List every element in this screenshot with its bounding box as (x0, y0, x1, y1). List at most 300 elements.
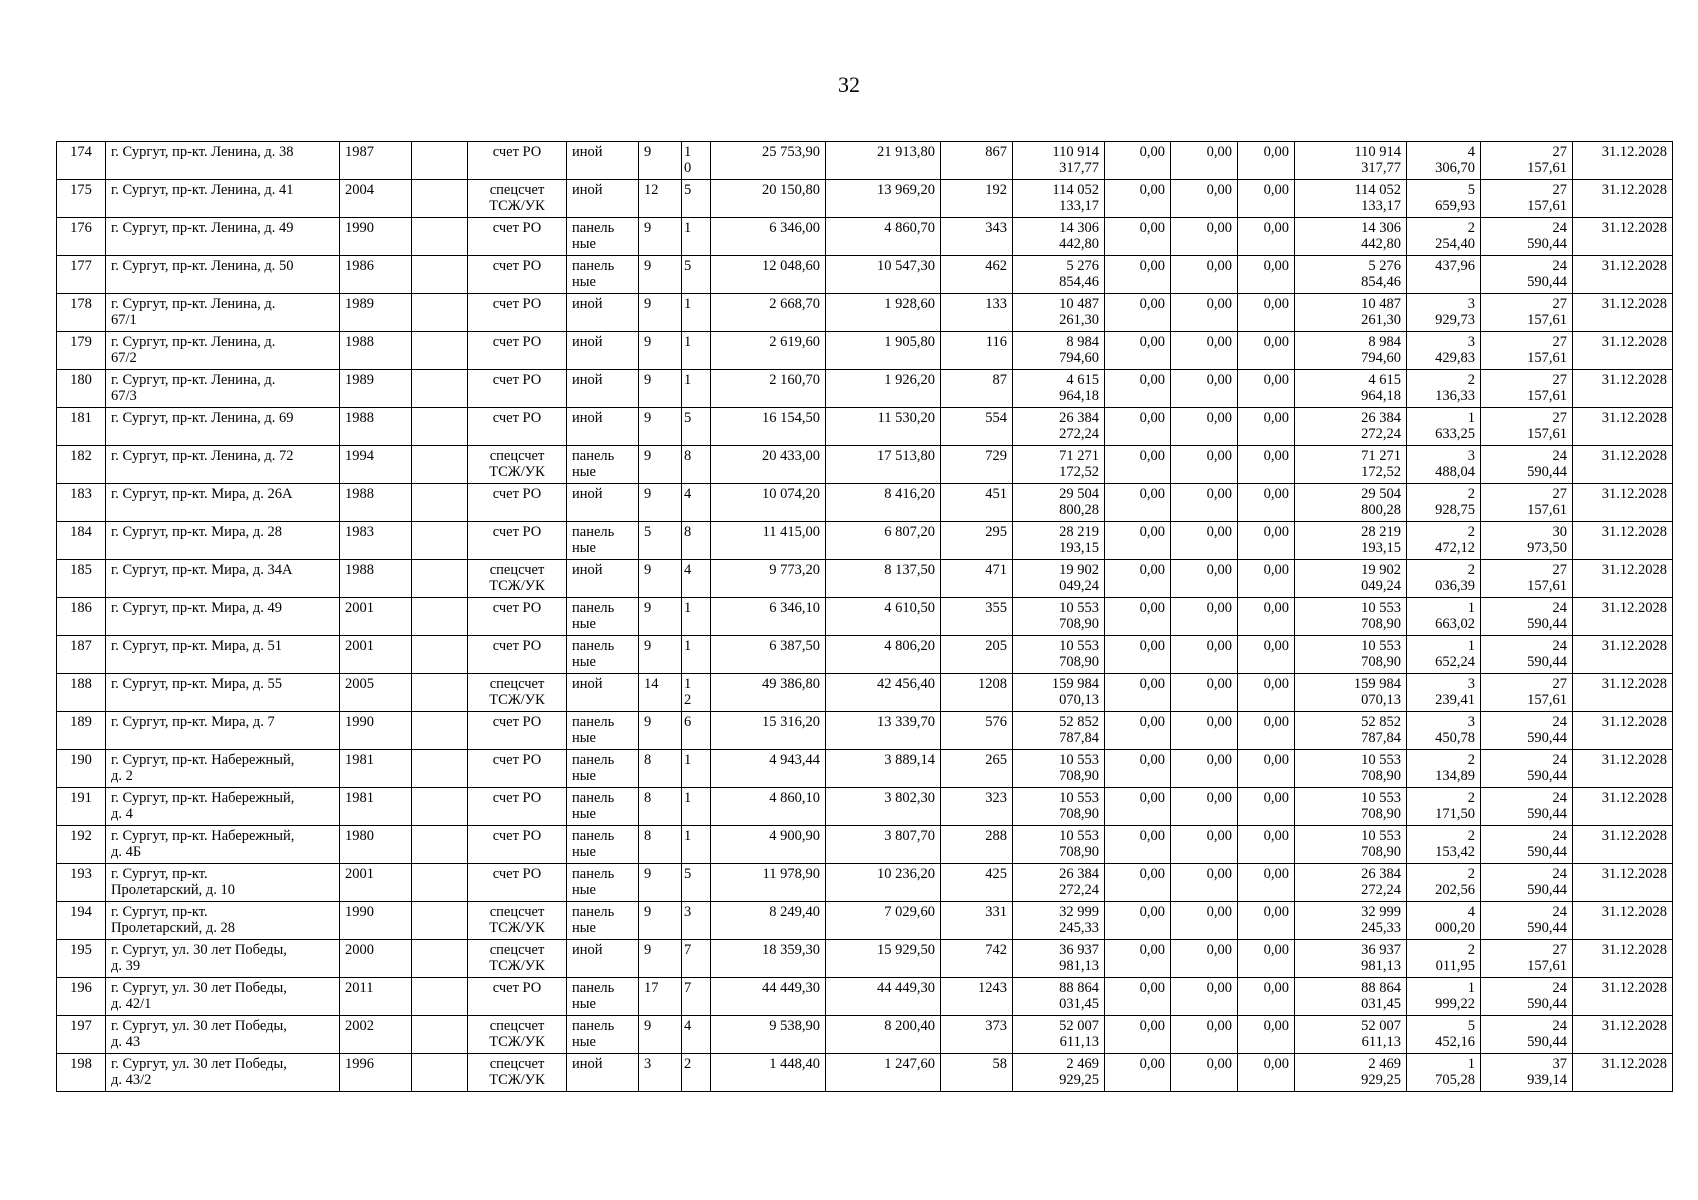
cell-text: 27 157,61 (1527, 942, 1567, 974)
cell-text: 24 590,44 (1527, 600, 1567, 632)
cell-c12 (1105, 598, 1171, 636)
cell-text: 9 (644, 638, 652, 654)
cell-account (468, 332, 567, 370)
cell-fund_sum (1295, 826, 1407, 864)
cell-text: 189 (70, 714, 92, 730)
cell-text: спецсчет ТСЖ/УК (489, 904, 545, 936)
cell-floors (639, 560, 682, 598)
cell-text: 26 384 272,24 (1059, 866, 1099, 898)
cell-text: 71 271 172,52 (1059, 448, 1099, 480)
cell-text: 177 (70, 258, 92, 274)
cell-deadline (1573, 826, 1673, 864)
cell-text: 4 615 964,18 (1059, 372, 1099, 404)
cell-text: 2011 (345, 980, 374, 996)
cell-total_cost (1013, 142, 1105, 180)
cell-text: 183 (70, 486, 92, 502)
cell-text: 554 (985, 410, 1007, 426)
cell-blank (412, 180, 468, 218)
cell-text: 6 (684, 714, 692, 730)
cell-text: 2002 (345, 1018, 374, 1034)
cell-material (567, 864, 639, 902)
cell-text: 52 007 611,13 (1361, 1018, 1401, 1050)
cell-text: 13 339,70 (877, 714, 935, 730)
cell-text: 1 (684, 638, 692, 654)
cell-material (567, 712, 639, 750)
cell-num (57, 598, 106, 636)
cell-text: 2000 (345, 942, 374, 958)
cell-entrances (682, 180, 711, 218)
cell-total_area (711, 636, 826, 674)
cell-text: 9 (644, 448, 652, 464)
cell-num (57, 142, 106, 180)
cell-deadline (1573, 940, 1673, 978)
cell-text: 1996 (345, 1056, 374, 1072)
cell-text: 24 590,44 (1527, 904, 1567, 936)
cell-text: 0,00 (1263, 790, 1289, 806)
cell-text: панель ные (572, 904, 615, 936)
cell-living_area (826, 332, 941, 370)
cell-total_cost (1013, 218, 1105, 256)
cell-num (57, 674, 106, 712)
cell-year (340, 522, 412, 560)
cell-num (57, 408, 106, 446)
cell-c14 (1238, 256, 1295, 294)
cell-text: 9 (644, 904, 652, 920)
cell-text: 9 (644, 220, 652, 236)
table-row (57, 826, 1673, 864)
cell-c13 (1171, 788, 1238, 826)
cell-text: г. Сургут, пр-кт. Ленина, д. 72 (111, 448, 294, 464)
cell-text: 5 (684, 258, 692, 274)
cell-year (340, 560, 412, 598)
cell-residents (941, 294, 1013, 332)
cell-residents (941, 826, 1013, 864)
cell-text: панель ные (572, 752, 615, 784)
cell-text: 180 (70, 372, 92, 388)
table-row (57, 750, 1673, 788)
cell-per_sqm (1407, 332, 1481, 370)
cell-address (106, 294, 340, 332)
cell-address (106, 256, 340, 294)
cell-per_sqm (1407, 408, 1481, 446)
cell-c14 (1238, 636, 1295, 674)
cell-text: 425 (985, 866, 1007, 882)
cell-c14 (1238, 1054, 1295, 1092)
cell-text: 4 615 964,18 (1361, 372, 1401, 404)
cell-text: 0,00 (1139, 676, 1165, 692)
cell-text: 31.12.2028 (1601, 1018, 1667, 1034)
cell-text: 331 (985, 904, 1007, 920)
cell-entrances (682, 142, 711, 180)
cell-text: счет РО (492, 600, 542, 616)
cell-text: 185 (70, 562, 92, 578)
cell-residents (941, 560, 1013, 598)
cell-text: 1986 (345, 258, 374, 274)
cell-living_area (826, 522, 941, 560)
cell-text: 8 (644, 790, 652, 806)
cell-c13 (1171, 484, 1238, 522)
cell-text: иной (572, 486, 603, 502)
cell-text: 36 937 981,13 (1361, 942, 1401, 974)
cell-total_cost (1013, 598, 1105, 636)
cell-text: г. Сургут, пр-кт. Мира, д. 34А (111, 562, 293, 578)
cell-text: 1 (684, 600, 692, 616)
cell-text: 4 (684, 486, 692, 502)
table-row (57, 712, 1673, 750)
cell-c12 (1105, 180, 1171, 218)
cell-address (106, 940, 340, 978)
cell-material (567, 370, 639, 408)
cell-residents (941, 636, 1013, 674)
cell-text: 2001 (345, 638, 374, 654)
cell-c14 (1238, 408, 1295, 446)
cell-total_area (711, 522, 826, 560)
cell-text: 184 (70, 524, 92, 540)
cell-text: 0,00 (1206, 790, 1232, 806)
cell-text: г. Сургут, пр-кт. Мира, д. 26А (111, 486, 293, 502)
cell-c14 (1238, 218, 1295, 256)
cell-c14 (1238, 294, 1295, 332)
cell-text: 11 530,20 (877, 410, 935, 426)
cell-text: 1990 (345, 714, 374, 730)
cell-text: 1 2 (684, 676, 692, 708)
cell-blank (412, 1016, 468, 1054)
cell-text: 9 (644, 144, 652, 160)
cell-floors (639, 522, 682, 560)
cell-c12 (1105, 636, 1171, 674)
cell-entrances (682, 864, 711, 902)
cell-text: 31.12.2028 (1601, 942, 1667, 958)
cell-text: 58 (992, 1056, 1007, 1072)
cell-total_cost (1013, 940, 1105, 978)
cell-c14 (1238, 446, 1295, 484)
cell-text: 10 547,30 (877, 258, 935, 274)
cell-text: 2 134,89 (1435, 752, 1475, 784)
cell-fund_sum (1295, 788, 1407, 826)
table-row (57, 142, 1673, 180)
cell-year (340, 826, 412, 864)
cell-text: 0,00 (1263, 334, 1289, 350)
cell-material (567, 940, 639, 978)
cell-text: 0,00 (1206, 714, 1232, 730)
cell-per_sqm (1407, 180, 1481, 218)
cell-fund_sum (1295, 142, 1407, 180)
cell-per_sqm (1407, 142, 1481, 180)
cell-c14 (1238, 484, 1295, 522)
cell-per_sqm (1407, 750, 1481, 788)
cell-text: 29 504 800,28 (1059, 486, 1099, 518)
cell-text: 10 553 708,90 (1361, 600, 1401, 632)
cell-residents (941, 522, 1013, 560)
cell-deadline (1573, 332, 1673, 370)
cell-text: 1987 (345, 144, 374, 160)
cell-total_area (711, 332, 826, 370)
cell-residents (941, 1016, 1013, 1054)
cell-total_area (711, 902, 826, 940)
table-row (57, 674, 1673, 712)
cell-text: 0,00 (1206, 220, 1232, 236)
cell-text: г. Сургут, пр-кт. Пролетарский, д. 10 (111, 866, 236, 898)
cell-total_cost (1013, 522, 1105, 560)
cell-text: 0,00 (1206, 676, 1232, 692)
cell-address (106, 788, 340, 826)
cell-text: счет РО (492, 372, 542, 388)
cell-text: 0,00 (1139, 714, 1165, 730)
cell-text: 10 074,20 (762, 486, 820, 502)
table-row (57, 902, 1673, 940)
cell-text: 71 271 172,52 (1361, 448, 1401, 480)
cell-living_area (826, 446, 941, 484)
cell-account (468, 560, 567, 598)
cell-text: 3 488,04 (1435, 448, 1475, 480)
cell-address (106, 978, 340, 1016)
cell-total_area (711, 750, 826, 788)
cell-text: 1 (684, 790, 692, 806)
cell-limit (1481, 218, 1573, 256)
table-body (57, 142, 1673, 1092)
cell-num (57, 864, 106, 902)
cell-text: 10 553 708,90 (1361, 828, 1401, 860)
cell-limit (1481, 446, 1573, 484)
cell-year (340, 180, 412, 218)
cell-text: 0,00 (1206, 334, 1232, 350)
cell-blank (412, 142, 468, 180)
cell-material (567, 142, 639, 180)
cell-total_area (711, 446, 826, 484)
cell-text: 190 (70, 752, 92, 768)
cell-account (468, 256, 567, 294)
cell-text: г. Сургут, пр-кт. Мира, д. 55 (111, 676, 282, 692)
cell-c14 (1238, 940, 1295, 978)
table-row (57, 864, 1673, 902)
cell-text: 729 (985, 448, 1007, 464)
cell-year (340, 978, 412, 1016)
cell-total_cost (1013, 560, 1105, 598)
cell-text: 3 239,41 (1435, 676, 1475, 708)
cell-num (57, 1054, 106, 1092)
cell-text: 8 (644, 752, 652, 768)
cell-text: г. Сургут, пр-кт. Ленина, д. 67/2 (111, 334, 276, 366)
cell-text: 2 171,50 (1435, 790, 1475, 822)
cell-text: 0,00 (1139, 790, 1165, 806)
cell-residents (941, 256, 1013, 294)
cell-text: 24 590,44 (1527, 828, 1567, 860)
cell-text: 3 (684, 904, 692, 920)
cell-text: иной (572, 562, 603, 578)
cell-deadline (1573, 522, 1673, 560)
cell-text: 10 553 708,90 (1059, 600, 1099, 632)
cell-entrances (682, 294, 711, 332)
cell-residents (941, 408, 1013, 446)
cell-year (340, 408, 412, 446)
cell-text: 0,00 (1139, 144, 1165, 160)
cell-text: 0,00 (1206, 600, 1232, 616)
cell-text: г. Сургут, пр-кт. Ленина, д. 38 (111, 144, 294, 160)
cell-text: 2004 (345, 182, 374, 198)
cell-account (468, 1016, 567, 1054)
cell-text: 1989 (345, 296, 374, 312)
cell-blank (412, 788, 468, 826)
cell-text: 2 472,12 (1435, 524, 1475, 556)
cell-text: 4 306,70 (1435, 144, 1475, 176)
cell-material (567, 332, 639, 370)
cell-living_area (826, 750, 941, 788)
cell-text: 14 306 442,80 (1059, 220, 1099, 252)
cell-text: 31.12.2028 (1601, 1056, 1667, 1072)
cell-text: 11 415,00 (762, 524, 820, 540)
cell-text: 2 668,70 (769, 296, 820, 312)
cell-text: 2 (684, 1056, 692, 1072)
cell-entrances (682, 940, 711, 978)
cell-fund_sum (1295, 180, 1407, 218)
cell-blank (412, 598, 468, 636)
cell-year (340, 750, 412, 788)
cell-text: 27 157,61 (1527, 334, 1567, 366)
cell-text: 0,00 (1139, 258, 1165, 274)
cell-text: 1 705,28 (1435, 1056, 1475, 1088)
cell-text: 0,00 (1139, 828, 1165, 844)
cell-year (340, 294, 412, 332)
cell-floors (639, 826, 682, 864)
cell-total_area (711, 294, 826, 332)
cell-year (340, 940, 412, 978)
cell-text: 21 913,80 (877, 144, 935, 160)
cell-num (57, 636, 106, 674)
cell-limit (1481, 180, 1573, 218)
cell-text: 24 590,44 (1527, 752, 1567, 784)
cell-living_area (826, 940, 941, 978)
cell-entrances (682, 484, 711, 522)
cell-account (468, 218, 567, 256)
cell-text: 2 254,40 (1435, 220, 1475, 252)
cell-total_cost (1013, 256, 1105, 294)
cell-text: 36 937 981,13 (1059, 942, 1099, 974)
cell-text: 31.12.2028 (1601, 866, 1667, 882)
cell-text: 205 (985, 638, 1007, 654)
cell-text: спецсчет ТСЖ/УК (489, 182, 545, 214)
cell-limit (1481, 788, 1573, 826)
cell-c13 (1171, 826, 1238, 864)
cell-text: 5 (684, 410, 692, 426)
cell-c12 (1105, 560, 1171, 598)
cell-total_cost (1013, 332, 1105, 370)
cell-total_area (711, 712, 826, 750)
cell-text: панель ные (572, 1018, 615, 1050)
cell-text: г. Сургут, пр-кт. Мира, д. 7 (111, 714, 275, 730)
cell-deadline (1573, 218, 1673, 256)
cell-c14 (1238, 370, 1295, 408)
cell-text: 1990 (345, 904, 374, 920)
cell-text: 0,00 (1206, 182, 1232, 198)
cell-text: 27 157,61 (1527, 372, 1567, 404)
cell-text: 31.12.2028 (1601, 448, 1667, 464)
cell-text: 0,00 (1263, 1018, 1289, 1034)
cell-text: панель ные (572, 600, 615, 632)
cell-living_area (826, 636, 941, 674)
cell-text: 0,00 (1206, 942, 1232, 958)
cell-c13 (1171, 674, 1238, 712)
cell-text: 10 487 261,30 (1361, 296, 1401, 328)
cell-text: 1 0 (684, 144, 692, 176)
cell-c12 (1105, 788, 1171, 826)
cell-text: 0,00 (1139, 448, 1165, 464)
cell-address (106, 446, 340, 484)
cell-text: 1 663,02 (1435, 600, 1475, 632)
cell-text: 2005 (345, 676, 374, 692)
cell-fund_sum (1295, 940, 1407, 978)
cell-year (340, 484, 412, 522)
cell-text: 4 (684, 1018, 692, 1034)
cell-c13 (1171, 940, 1238, 978)
cell-text: 31.12.2028 (1601, 296, 1667, 312)
cell-c12 (1105, 256, 1171, 294)
cell-residents (941, 750, 1013, 788)
cell-text: счет РО (492, 410, 542, 426)
cell-account (468, 902, 567, 940)
cell-blank (412, 902, 468, 940)
table-row (57, 484, 1673, 522)
cell-blank (412, 1054, 468, 1092)
cell-per_sqm (1407, 560, 1481, 598)
cell-limit (1481, 294, 1573, 332)
cell-limit (1481, 712, 1573, 750)
cell-text: 9 (644, 1018, 652, 1034)
cell-living_area (826, 142, 941, 180)
cell-address (106, 218, 340, 256)
cell-text: 44 449,30 (762, 980, 820, 996)
cell-c13 (1171, 256, 1238, 294)
cell-text: 179 (70, 334, 92, 350)
cell-entrances (682, 598, 711, 636)
cell-blank (412, 674, 468, 712)
cell-text: 355 (985, 600, 1007, 616)
cell-c13 (1171, 522, 1238, 560)
cell-account (468, 674, 567, 712)
cell-blank (412, 636, 468, 674)
cell-num (57, 902, 106, 940)
cell-text: 0,00 (1139, 410, 1165, 426)
cell-floors (639, 598, 682, 636)
cell-limit (1481, 560, 1573, 598)
cell-deadline (1573, 294, 1673, 332)
cell-text: 0,00 (1206, 258, 1232, 274)
cell-per_sqm (1407, 218, 1481, 256)
cell-text: 10 553 708,90 (1059, 638, 1099, 670)
cell-fund_sum (1295, 598, 1407, 636)
table-row (57, 332, 1673, 370)
cell-text: 0,00 (1263, 258, 1289, 274)
cell-year (340, 256, 412, 294)
cell-text: 0,00 (1139, 562, 1165, 578)
cell-floors (639, 1054, 682, 1092)
cell-account (468, 1054, 567, 1092)
cell-text: спецсчет ТСЖ/УК (489, 448, 545, 480)
cell-text: 42 456,40 (877, 676, 935, 692)
cell-text: 0,00 (1206, 904, 1232, 920)
cell-text: 19 902 049,24 (1361, 562, 1401, 594)
cell-address (106, 826, 340, 864)
cell-material (567, 636, 639, 674)
cell-c12 (1105, 940, 1171, 978)
cell-text: 193 (70, 866, 92, 882)
cell-text: 9 (644, 486, 652, 502)
cell-text: 15 316,20 (762, 714, 820, 730)
cell-total_area (711, 408, 826, 446)
cell-text: счет РО (492, 638, 542, 654)
cell-entrances (682, 674, 711, 712)
cell-per_sqm (1407, 256, 1481, 294)
table-row (57, 256, 1673, 294)
